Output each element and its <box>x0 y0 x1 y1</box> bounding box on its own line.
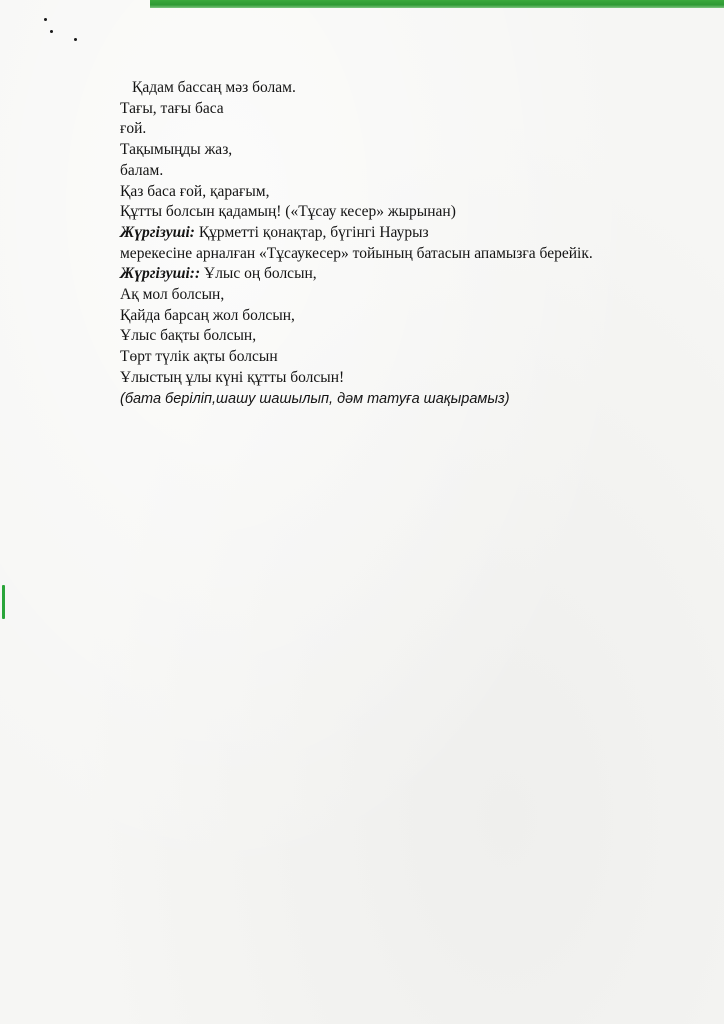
speaker-text: Құрметті қонақтар, бүгінгі Наурыз <box>194 223 429 241</box>
green-top-band <box>150 0 724 8</box>
green-edge-mark <box>2 585 5 619</box>
speaker-label: Жүргізуші:: <box>120 265 201 283</box>
ink-speck <box>50 30 53 33</box>
speaker-text: Ұлыс оң болсын, <box>200 265 317 283</box>
verse-line: ғой. <box>120 120 147 138</box>
stage-direction: (бата беріліп,шашу шашылып, дәм татуға шақырамыз) <box>120 390 510 407</box>
speaker-line <box>120 223 700 244</box>
blessing-line: Төрт түлік ақты болсын <box>120 348 278 366</box>
blessing-line: Ұлыс бақты болсын, <box>120 327 257 345</box>
ink-speck <box>44 18 47 21</box>
continuation-line: мерекесіне арналған «Тұсаукесер» тойының батасын апамызға берейік. <box>120 244 593 262</box>
speaker-line <box>120 264 700 285</box>
ink-speck <box>74 38 77 41</box>
verse-line: балам. <box>120 161 164 179</box>
document-text <box>120 78 700 409</box>
verse-line: Тақымыңды жаз, <box>120 141 233 159</box>
verse-line: Қаз баса ғой, қарағым, <box>120 182 270 200</box>
blessing-line: Қайда барсаң жол болсын, <box>120 306 295 324</box>
verse-line: Қадам бассаң мәз болам. <box>132 79 296 96</box>
verse-line: Тағы, тағы баса <box>120 99 224 117</box>
blessing-line: Ақ мол болсын, <box>120 286 225 304</box>
speaker-label: Жүргізуші: <box>120 223 195 241</box>
verse-line: Құтты болсын қадамың! («Тұсау кесер» жырынан) <box>120 203 456 221</box>
blessing-line: Ұлыстың ұлы күні құтты болсын! <box>120 368 345 386</box>
